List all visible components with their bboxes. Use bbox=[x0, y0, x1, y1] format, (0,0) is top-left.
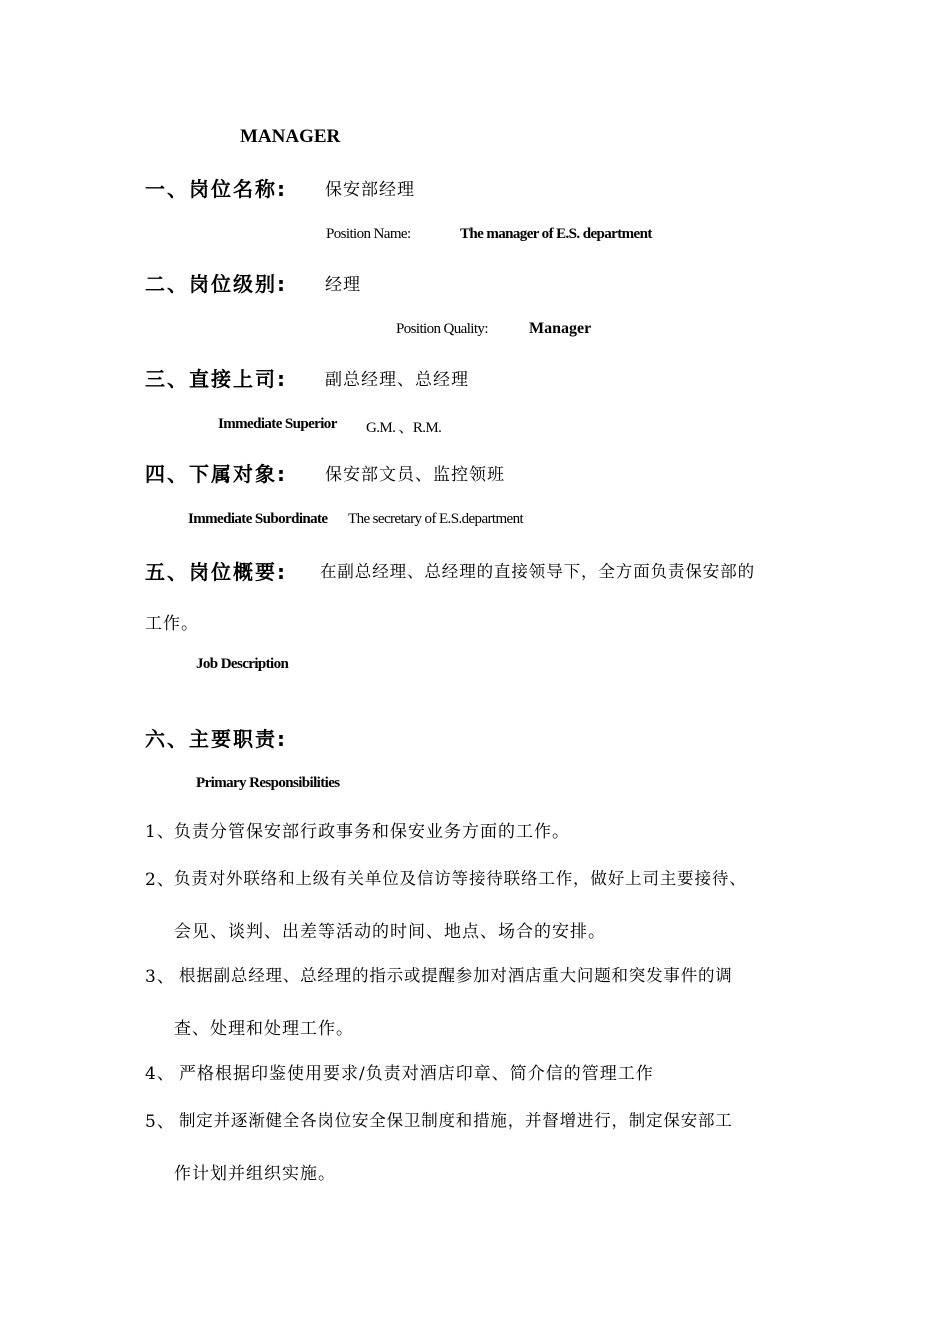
responsibility-5-number: 5、 bbox=[145, 1112, 175, 1132]
section-4-heading: 四、下属对象: bbox=[145, 462, 287, 486]
responsibility-5-text-line2: 作计划并组织实施。 bbox=[174, 1164, 336, 1184]
section-1-value: 保安部经理 bbox=[325, 180, 415, 200]
responsibility-2-text-line2: 会见、谈判、出差等活动的时间、地点、场合的安排。 bbox=[174, 922, 606, 942]
section-1-en-value: The manager of E.S. department bbox=[460, 226, 652, 242]
section-5-en-label: Job Description bbox=[196, 656, 289, 672]
section-3-heading: 三、直接上司: bbox=[145, 367, 287, 391]
section-6-en-label: Primary Responsibilities bbox=[196, 775, 340, 791]
responsibility-3-number: 3、 bbox=[145, 967, 175, 987]
section-3-en-value: G.M. 、R.M. bbox=[366, 420, 442, 436]
responsibility-2-text-line1: 负责对外联络和上级有关单位及信访等接待联络工作，做好上司主要接待、 bbox=[174, 869, 747, 888]
section-2-heading: 二、岗位级别: bbox=[145, 272, 287, 296]
section-5-value-line2: 工作。 bbox=[145, 614, 199, 634]
responsibility-5-text-line1: 制定并逐渐健全各岗位安全保卫制度和措施，并督增进行，制定保安部工 bbox=[179, 1111, 733, 1130]
section-3-en-label: Immediate Superior bbox=[218, 416, 337, 432]
responsibility-2-number: 2、 bbox=[145, 870, 175, 890]
responsibility-3-text-line1: 根据副总经理、总经理的指示或提醒参加对酒店重大问题和突发事件的调 bbox=[179, 966, 733, 985]
responsibility-4-number: 4、 bbox=[145, 1064, 175, 1084]
section-3-value: 副总经理、总经理 bbox=[325, 370, 469, 390]
responsibility-1-number: 1、 bbox=[145, 822, 175, 842]
section-4-en-value: The secretary of E.S.department bbox=[348, 511, 524, 527]
section-1-en-label: Position Name: bbox=[326, 226, 411, 242]
responsibility-1-text: 负责分管保安部行政事务和保安业务方面的工作。 bbox=[174, 822, 570, 842]
section-2-en-label: Position Quality: bbox=[396, 321, 488, 337]
section-4-value: 保安部文员、监控领班 bbox=[325, 465, 505, 485]
section-6-heading: 六、主要职责: bbox=[145, 727, 287, 751]
section-4-en-label: Immediate Subordinate bbox=[188, 511, 328, 527]
section-1-heading: 一、岗位名称: bbox=[145, 177, 287, 201]
section-5-value-line1: 在副总经理、总经理的直接领导下，全方面负责保安部的 bbox=[320, 562, 755, 581]
section-5-heading: 五、岗位概要: bbox=[145, 560, 287, 584]
responsibility-3-text-line2: 查、处理和处理工作。 bbox=[174, 1019, 354, 1039]
responsibility-4-text: 严格根据印鉴使用要求/负责对酒店印章、简介信的管理工作 bbox=[179, 1064, 654, 1084]
section-2-en-value: Manager bbox=[529, 320, 592, 337]
section-2-value: 经理 bbox=[325, 275, 361, 295]
page-title: MANAGER bbox=[240, 126, 341, 147]
